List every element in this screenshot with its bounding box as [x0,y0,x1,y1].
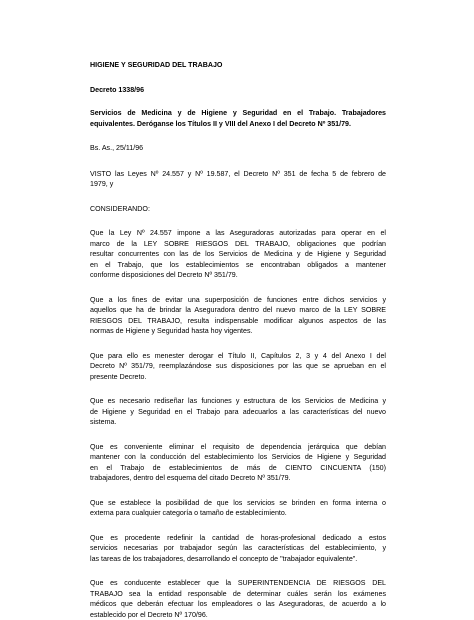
subject-line: Servicios de Medicina y de Higiene y Seguridad en el Trabajo. Trabajadores [90,108,386,119]
paragraph-line: Que a los fines de evitar una superposición de funciones entre dichos servicios y [90,295,386,306]
paragraph-line: presente Decreto. [90,372,386,383]
paragraph-line: trabajadores, dentro del esquema del citado Decreto Nº 351/79. [90,473,386,484]
paragraph-line: Decreto Nº 351/79, reemplazándose sus disposiciones por las que se aprueban en el [90,361,386,372]
paragraph-line: servicios necesarias por trabajador según las características del establecimiento, y [90,543,386,554]
visto-line: 1979, y [90,179,386,190]
considerando-paragraph-3 [90,351,386,383]
paragraph-line: aquellos que ha de brindar la Aseguradora dentro del nuevo marco de la LEY SOBRE [90,305,386,316]
paragraph-line: en el Trabajo de establecimientos de más de CIENTO CINCUENTA (150) [90,463,386,474]
paragraph-line: de Higiene y Seguridad en el Trabajo para adecuarlos a las características del nuevo [90,407,386,418]
paragraph-line: marco de la LEY SOBRE RIESGOS DEL TRABAJO, obligaciones que podrían [90,239,386,250]
document-body [90,60,386,620]
considerando-paragraph-2 [90,295,386,337]
considerando-paragraph-8 [90,578,386,620]
paragraph-line: TRABAJO sea la entidad responsable de determinar cuáles serán los exámenes [90,589,386,600]
paragraph-line: Que para ello es menester derogar el Título II, Capítulos 2, 3 y 4 del Anexo I del [90,351,386,362]
paragraph-line: Que es necesario rediseñar las funciones y estructura de los Servicios de Medicina y [90,396,386,407]
subject-line: equivalentes. Deróganse los Títulos II y VIII del Anexo I del Decreto Nº 351/79. [90,119,386,130]
visto-line: VISTO las Leyes Nº 24.557 y Nº 19.587, el Decreto Nº 351 de fecha 5 de febrero de [90,169,386,180]
considerando-heading: CONSIDERANDO: [90,204,386,215]
paragraph-line: sistema. [90,417,386,428]
considerando-paragraph-4 [90,396,386,428]
paragraph-line: las tareas de los trabajadores, desarrollando el concepto de "trabajador equivalente". [90,554,386,565]
paragraph-line: externa para cualquier categoría o tamaño de establecimiento. [90,508,386,519]
decree-date: Bs. As., 25/11/96 [90,143,386,154]
paragraph-line: Que es conveniente eliminar el requisito de dependencia jerárquica que debían [90,442,386,453]
decree-subject [90,108,386,129]
considerando-paragraph-7 [90,533,386,565]
paragraph-line: conforme disposiciones del Decreto Nº 351/79. [90,270,386,281]
paragraph-line: RIESGOS DEL TRABAJO, resulta indispensable modificar algunos aspectos de las [90,316,386,327]
paragraph-line: Que es conducente establecer que la SUPERINTENDENCIA DE RIESGOS DEL [90,578,386,589]
paragraph-line: médicos que deberán efectuar los empleadores o las Aseguradoras, de acuerdo a lo [90,599,386,610]
paragraph-line: Que la Ley Nº 24.557 impone a las Aseguradoras autorizadas para operar en el [90,228,386,239]
document-title: HIGIENE Y SEGURIDAD DEL TRABAJO [90,60,386,71]
considerando-paragraph-6 [90,498,386,519]
decree-number: Decreto 1338/96 [90,85,386,96]
paragraph-line: mantener con la conducción del establecimiento los Servicios de Higiene y Seguridad [90,452,386,463]
paragraph-line: Que se establece la posibilidad de que los servicios se brinden en forma interna o [90,498,386,509]
considerando-paragraph-5 [90,442,386,484]
visto-paragraph [90,169,386,190]
paragraph-line: establecido por el Decreto Nº 170/96. [90,610,386,620]
paragraph-line: en el Trabajo, que los establecimientos se encontraban obligados a mantener [90,260,386,271]
paragraph-line: resultar concurrentes con las de los Servicios de Medicina y de Higiene y Seguridad [90,249,386,260]
paragraph-line: normas de Higiene y Seguridad hasta hoy vigentes. [90,326,386,337]
considerando-paragraph-1 [90,228,386,281]
paragraph-line: Que es procedente redefinir la cantidad de horas-profesional dedicado a estos [90,533,386,544]
